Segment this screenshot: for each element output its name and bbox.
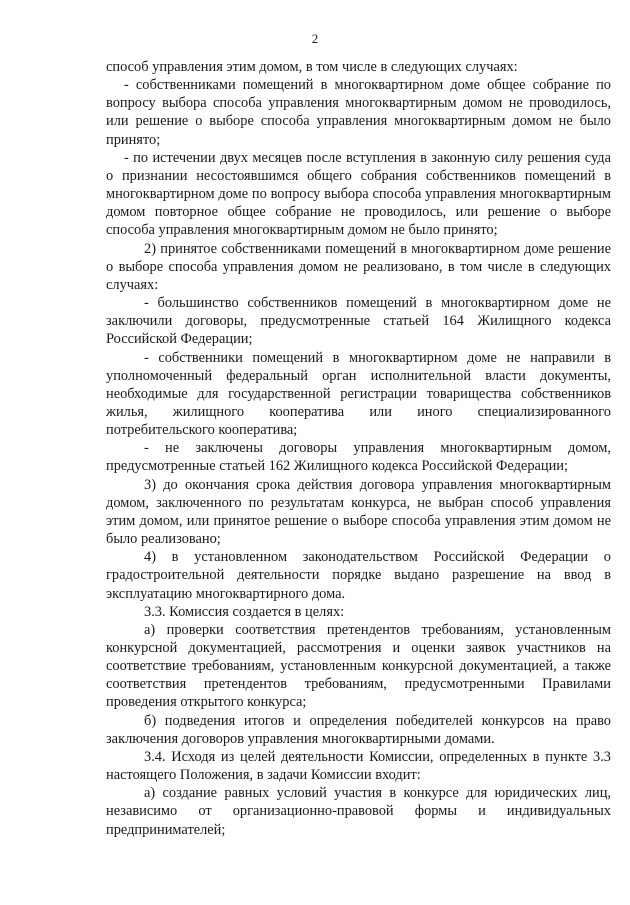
document-body bbox=[106, 58, 611, 839]
page-number: 2 bbox=[311, 31, 319, 46]
paragraph: 3.4. Исходя из целей деятельности Комиссии, определенных в пункте 3.3 настоящего Положения, в задачи Комиссии входит: bbox=[106, 748, 611, 784]
paragraph: - по истечении двух месяцев после вступления в законную силу решения суда о признании несостоявшимся общего собрания собственников помещений в многоквартирном доме по вопросу выбора способа управления многоквартирным домом повторное общее собрание не проводилось, или решение о выборе способа управления многоквартирным домом не было принято; bbox=[106, 149, 611, 239]
paragraph: - не заключены договоры управления многоквартирным домом, предусмотренные статьей 162 Жилищного кодекса Российской Федерации; bbox=[106, 440, 611, 475]
paragraph: 3.3. Комиссия создается в целях: bbox=[144, 603, 345, 620]
paragraph: способ управления этим домом, в том числе в следующих случаях: bbox=[106, 59, 518, 75]
paragraph: а) создание равных условий участия в конкурсе для юридических лиц, независимо от организационно-правовой формы и индивидуальных предпринимателей; bbox=[106, 785, 611, 838]
paragraph: б) подведения итогов и определения победителей конкурсов на право заключения договоров управления многоквартирными домами. bbox=[106, 712, 611, 747]
paragraph: - собственники помещений в многоквартирном доме не направили в уполномоченный федеральный орган исполнительной власти документы, необходимые для государственной регистрации товарищества собственников жилья, жилищного кооператива или иного специализированного потребительского кооператива; bbox=[106, 349, 611, 439]
paragraph: 4) в установленном законодательством Российской Федерации о градостроительной деятельности порядке выдано разрешение на ввод в эксплуатацию многоквартирного дома. bbox=[106, 549, 611, 602]
paragraph: - большинство собственников помещений в многоквартирном доме не заключили договоры, предусмотренные статьей 164 Жилищного кодекса Российской Федерации; bbox=[106, 295, 611, 348]
paragraph: - собственниками помещений в многоквартирном доме общее собрание по вопросу выбора способа управления многоквартирным домом не проводилось, или решение о выборе способа управления многоквартирным домом не было принято; bbox=[106, 77, 611, 148]
paragraph: 3) до окончания срока действия договора управления многоквартирным домом, заключенного по результатам конкурса, не выбран способ управления этим домом, или принятое решение о выборе способа управления этим домом не было реализовано; bbox=[106, 476, 611, 548]
paragraph: а) проверки соответствия претендентов требованиям, установленным конкурсной документацией, рассмотрения и оценки заявок участников на соответствие требованиям, установленным конкурсной документацией, а также соответствия претендентов требованиям, предусмотренными Правилами проведения открытого конкурса; bbox=[106, 621, 611, 711]
paragraph: 2) принятое собственниками помещений в многоквартирном доме решение о выборе способа управления домом не реализовано, в том числе в следующих случаях: bbox=[106, 240, 611, 293]
